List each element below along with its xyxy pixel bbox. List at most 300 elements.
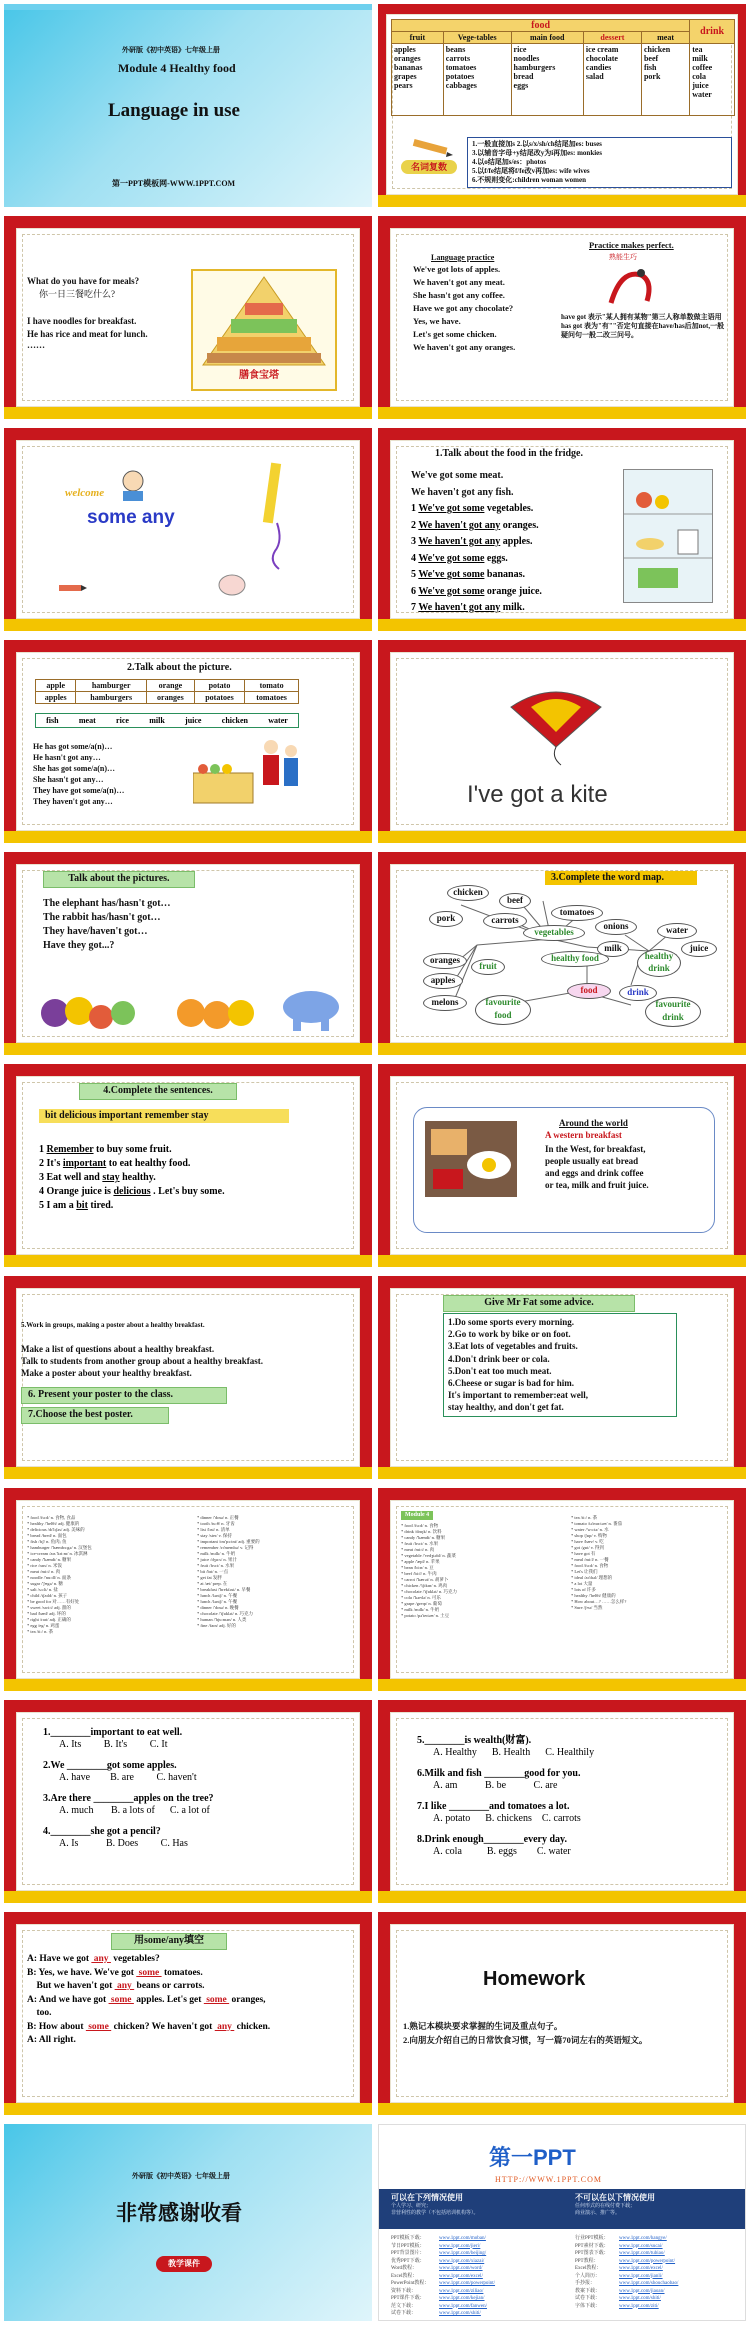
sentence-pre: 2 It's (39, 1158, 63, 1169)
list-item: stay healthy, and don't get fat. (448, 1402, 564, 1413)
list-item: www.1ppt.com/powerpoint/ (619, 2258, 676, 2264)
col-vegetables: Vege-tables (443, 32, 511, 44)
dialogue-text: apples. Let's get (133, 1994, 204, 2005)
quiz-options: A. have B. are C. haven't (59, 1772, 197, 1783)
list-item: beef (643, 54, 659, 63)
list-item: * shop /ʃɒp/ v. 购物 (571, 1533, 607, 1538)
word-cell: orange (146, 680, 194, 692)
slide-quiz-2 (378, 1700, 746, 1903)
sentence-post: . Let's buy some. (150, 1186, 225, 1197)
list-item: Have we got any chocolate? (413, 303, 514, 313)
sentence-answer: important (62, 1158, 107, 1169)
usage-banner (379, 2189, 745, 2229)
cell-main-food (511, 44, 583, 116)
link-labels-left (391, 2235, 429, 2318)
uncountable-word: chicken (221, 716, 248, 725)
list-item: * child /tʃaɪld/ n. 孩子 (27, 1593, 68, 1598)
advice-list (443, 1313, 677, 1417)
sentences-heading: 4.Complete the sentences. (79, 1083, 237, 1100)
list-item: rice (513, 45, 527, 54)
list-item: * dinner /'dɪnə/ n. 晚餐 (197, 1605, 239, 1610)
list-item: * have /hæv/ v. 吃 (571, 1539, 604, 1544)
list-item: PPT教程： (575, 2258, 599, 2264)
dialogue-text: chicken. (234, 2021, 271, 2032)
list-item: * ideal /aɪ'dɪəl/ 理想的 (571, 1575, 613, 1580)
link-urls-right[interactable] (619, 2235, 678, 2310)
vocab-list-1 (27, 1515, 92, 1635)
publisher-text: 外研版《初中英语》七年级上册 (122, 46, 220, 54)
slide-some-any-fill (4, 1912, 372, 2115)
list-item: * rice /raɪs/ n. 米饭 (27, 1563, 62, 1568)
around-sub: A western breakfast (545, 1130, 622, 1140)
sentence-item (39, 1185, 225, 1199)
word-pork: pork (429, 911, 463, 927)
word-cell: apples (36, 692, 76, 704)
fridge-item (411, 518, 542, 535)
uncountable-word: juice (185, 716, 202, 725)
list-item: * chicken /'tʃɪkɪn/ n. 鸡肉 (401, 1583, 448, 1588)
fridge-item (411, 584, 542, 601)
list-item: She has got some/a(n)… (33, 764, 116, 773)
dialogue-text: A: All right. (27, 2035, 76, 2045)
list-item: * fish /fɪʃ/ n. 鱼肉; 鱼 (27, 1539, 67, 1544)
poster-heading: 5.Work in groups, making a poster about a healthy breakfast. (21, 1321, 205, 1329)
list-item: eggs (513, 81, 529, 90)
link-labels-right (575, 2235, 609, 2310)
list-item: * bread /bred/ n. 面包 (27, 1533, 67, 1538)
list-item: We haven't got any meat. (413, 277, 505, 287)
dialogue-line (27, 1994, 270, 2008)
crayon-icon (257, 461, 297, 571)
dialogue-line (27, 1980, 270, 1994)
list-item: coffee (692, 63, 713, 72)
talk-pictures-lines (43, 897, 171, 953)
meals-question: What do you have for meals? (27, 276, 140, 286)
fill-answer: some (108, 1994, 134, 2005)
sentence-item (39, 1143, 225, 1157)
some-any-title: some any (87, 507, 175, 528)
plural-row (36, 692, 299, 704)
quiz-2-questions (417, 1735, 594, 1867)
slide-food-table (378, 4, 746, 207)
poster-lines (21, 1343, 263, 1379)
list-item: 节日PPT模板： (391, 2243, 425, 2249)
sentence-post: healthy. (119, 1172, 156, 1183)
word-oranges: oranges (423, 953, 467, 969)
list-item: * list /lɪst/ n. 清单 (197, 1527, 230, 1532)
list-item: www.1ppt.com/shiti/ (619, 2296, 661, 2301)
list-item: 教案下载： (575, 2288, 601, 2294)
list-item: * milk /mɪlk/ n. 牛奶 (197, 1551, 236, 1556)
item-answer: We've got some (418, 503, 485, 514)
food-header: food (392, 20, 690, 32)
fill-heading: 用some/any填空 (111, 1933, 227, 1950)
list-item: * food /fuːd/ n. 食物, 食品 (27, 1515, 76, 1520)
word-carrots: carrots (483, 913, 527, 929)
list-item: * sugar /'ʃʊgə/ n. 糖 (27, 1581, 63, 1586)
present-poster-box: 6. Present your poster to the class. (21, 1387, 227, 1404)
list-item: 字体下载： (575, 2303, 601, 2309)
practice-lines (413, 263, 515, 354)
list-item: 手抄报： (575, 2281, 596, 2286)
list-item: www.1ppt.com/hangye/ (619, 2236, 667, 2241)
word-milk: milk (597, 941, 629, 957)
list-item: 个人学习、研究； (391, 2204, 432, 2209)
quiz-options: A. much B. a lots of C. a lot of (59, 1805, 210, 1816)
quiz-question: 5.________is wealth(财富). (417, 1735, 532, 1746)
list-item: * delicious /dɪ'lɪʃəs/ adj. 美味的 (27, 1527, 85, 1532)
sentence-pre: 5 I am a (39, 1200, 77, 1211)
dialogue-text: A: And we have got (27, 1994, 109, 2005)
link-urls-left[interactable] (439, 2235, 495, 2318)
list-item: We've got lots of apples. (413, 264, 501, 274)
usage-forbidden-heading: 不可以在以下情况使用 (575, 2193, 655, 2202)
list-item: 6.Cheese or sugar is bad for him. (448, 1378, 575, 1389)
list-item: * get fat 发胖 (197, 1575, 222, 1580)
fill-answer: some (85, 2021, 112, 2032)
list-item: 1.熟记本模块要求掌握的生词及重点句子。 (403, 2021, 563, 2031)
plural-table (35, 679, 299, 704)
list-item: In the West, for breakfast, (545, 1144, 646, 1154)
fridge-line-1: We've got some meat. (411, 470, 504, 481)
shoppers-icon (193, 733, 303, 813)
word-water: water (657, 923, 697, 939)
col-main-food: main food (511, 32, 583, 44)
word-apples: apples (423, 973, 463, 989)
list-item: carrots (445, 54, 471, 63)
col-meat: meat (641, 32, 689, 44)
fill-answer: some (136, 1967, 162, 1978)
list-item: 试卷下载： (575, 2296, 601, 2301)
list-item: 优秀PPT下载： (391, 2258, 425, 2264)
word-tomatoes: tomatoes (551, 905, 603, 921)
list-item: www.1ppt.com/sucai/ (619, 2243, 663, 2249)
list-item: It's important to remember:eat well, (448, 1390, 589, 1401)
quiz-question: 7.I like ________and tomatoes a lot. (417, 1801, 570, 1812)
meals-question-cn: 你一日三餐吃什么? (39, 289, 115, 299)
kite-title: I've got a kite (467, 781, 608, 808)
dialogue-line (27, 1953, 270, 1967)
dialogue-text: too. (27, 2008, 52, 2018)
list-item: candies (585, 63, 612, 72)
list-item: * lots of 许多 (571, 1587, 596, 1592)
list-item: * healthy /'helθi/ adj. 健康的 (27, 1521, 80, 1526)
list-item: noodles (513, 54, 540, 63)
list-item: beans (445, 45, 466, 54)
quiz-question: 6.Milk and fish ________good for you. (417, 1768, 581, 1779)
drink-header: drink (690, 20, 735, 44)
word-cell: tomatoes (245, 692, 299, 704)
list-item: 范文下载： (391, 2303, 417, 2309)
list-item: www.1ppt.com/word/ (439, 2266, 483, 2271)
sentence-answer: bit (76, 1200, 88, 1211)
usage-allowed-list (391, 2203, 479, 2217)
ppt-logo: 第一PPT (489, 2145, 576, 2170)
list-item: * water /'wɔːtə/ n. 水 (571, 1527, 609, 1532)
item-rest: eggs. (484, 552, 508, 564)
dialogue-text: oranges, (229, 1994, 266, 2005)
list-item: Excel教程： (391, 2273, 418, 2279)
list-item: pears (394, 81, 413, 90)
sentence-pre: 1 (39, 1144, 47, 1155)
word-healthy-food: healthy food (541, 951, 609, 967)
fridge-line-2: We haven't got any fish. (411, 487, 514, 498)
list-item: www.1ppt.com/powerpoint/ (439, 2281, 496, 2286)
list-item: * important /ɪm'pɔːtnt/ adj. 重要的 (197, 1539, 260, 1544)
list-item: apples (394, 45, 416, 54)
fridge-item (411, 551, 542, 568)
list-item: www.1ppt.com/jieri/ (439, 2243, 481, 2249)
dialogue-text: tomatoes. (161, 1967, 203, 1978)
list-item: 2.Go to work by bike or on foot. (448, 1329, 571, 1340)
quiz-question: 1.________important to eat well. (43, 1727, 183, 1738)
list-item: www.1ppt.com/tubiao/ (619, 2251, 665, 2256)
choose-poster-box: 7.Choose the best poster. (21, 1407, 169, 1424)
word-favourite-food: favourite food (475, 995, 531, 1025)
list-item: Have they got...? (43, 940, 115, 951)
list-item: ice cream (585, 45, 619, 54)
list-item: * food /fuːd/ n. 食物 (571, 1563, 609, 1568)
list-item: PPT课件下载： (391, 2296, 425, 2301)
uncountable-word: water (268, 716, 288, 725)
list-item: * meat /miːt/ n. 肉 (401, 1547, 435, 1552)
quiz-options: A. cola B. eggs C. water (433, 1846, 571, 1857)
pyramid-caption: 膳食宝塔 (239, 370, 279, 381)
list-item: * candy /'kændi/ n. 糖果 (27, 1557, 72, 1562)
list-item: hamburgers (513, 63, 556, 72)
module-tag: Module 4 (401, 1511, 433, 1520)
fruits-icon (31, 983, 351, 1039)
plural-rules (467, 137, 732, 188)
list-item: * human /'hjuːmən/ n. 人类 (197, 1617, 247, 1622)
around-text (545, 1143, 649, 1191)
list-item: * tea /tiː/ n. 茶 (27, 1629, 54, 1634)
fridge-heading: 1.Talk about the food in the fridge. (435, 448, 583, 459)
dialogue-text: vegetables? (110, 1954, 160, 1964)
talk-heading: 2.Talk about the picture. (127, 662, 232, 673)
word-bank: bit delicious important remember stay (39, 1109, 289, 1123)
list-item: 任何形式的在线付费下载； (575, 2204, 636, 2209)
list-item: They haven't got any… (33, 797, 113, 806)
ppt-url: HTTP://WWW.1PPT.COM (495, 2175, 603, 2184)
slide-vocab-2 (378, 1488, 746, 1691)
slide-advice (378, 1276, 746, 1479)
slide-fridge (378, 428, 746, 631)
practice-heading: Language practice (431, 253, 495, 262)
item-answer: We've got some (418, 569, 485, 580)
list-item: 个人简历： (575, 2273, 601, 2279)
list-item: * be good for 对……有好处 (27, 1599, 80, 1604)
word-beef: beef (499, 893, 531, 909)
list-item: www.1ppt.com/excel/ (619, 2266, 663, 2271)
shopping-image (193, 733, 303, 813)
dialogue-text: chicken? We haven't got (111, 2021, 215, 2032)
module-title: Module 4 Healthy food (118, 61, 236, 75)
item-answer: We haven't got any (418, 536, 501, 547)
list-item: Yes, we have. (413, 316, 461, 326)
word-cell: oranges (146, 692, 194, 704)
dialogue-text: B: How about (27, 2021, 86, 2032)
list-item: She hasn't got any… (33, 775, 104, 784)
list-item: 非营利性的教学（不包括培训机构等）。 (391, 2211, 479, 2216)
list-item: bananas (394, 63, 423, 72)
quiz-options: A. Healthy B. Health C. Healthily (433, 1747, 595, 1758)
list-item: * right /raɪt/ adj. 正确的 (27, 1617, 71, 1622)
item-answer: We've got some (418, 552, 485, 564)
word-vegetables: vegetables (523, 925, 585, 941)
list-item: oranges (394, 54, 421, 63)
list-item: chicken (643, 45, 671, 54)
quiz-options: A. Is B. Does C. Has (59, 1838, 188, 1849)
word-food: food (567, 983, 611, 999)
list-item: * candy /'kændi/ n. 糖果 (401, 1535, 446, 1540)
cell-meat (641, 44, 689, 116)
list-item: www.1ppt.com/ziti/ (619, 2303, 659, 2309)
thanks-publisher: 外研版《初中英语》七年级上册 (132, 2172, 230, 2180)
courseware-badge: 教学课件 (156, 2256, 212, 2272)
list-item: milk (692, 54, 708, 63)
dialogue-text: A: Have we got (27, 1954, 92, 1964)
quiz-question: 4.________she got a pencil? (43, 1826, 161, 1837)
word-drink: drink (619, 985, 657, 1001)
dialogue-text: beans or carrots. (134, 1981, 205, 1991)
list-item: * potato /pə'teɪtəʊ/ n. 土豆 (401, 1613, 450, 1618)
item-number: 4 (411, 552, 419, 564)
list-item: water (692, 90, 712, 99)
list-item: They have/haven't got… (43, 926, 148, 937)
item-number: 5 (411, 569, 419, 580)
quiz-question: 8.Drink enough________every day. (417, 1834, 568, 1845)
pyramid-icon (195, 273, 333, 369)
fill-answer: any (91, 1954, 111, 1964)
meals-answer-2: He has rice and meat for lunch. (27, 329, 148, 339)
item-rest: milk. (500, 602, 525, 613)
item-rest: oranges. (500, 519, 539, 531)
slide-word-map (378, 852, 746, 1055)
list-item: * tooth /tuːθ/ n. 牙齿 (197, 1521, 235, 1526)
list-item: * noodle /'nuːdl/ n. 面条 (27, 1575, 71, 1580)
talk-lines (33, 741, 124, 807)
slide-talk-pictures (4, 852, 372, 1055)
slide-poster (4, 1276, 372, 1479)
singular-row (36, 680, 299, 692)
list-item: * stay /steɪ/ v. 保持 (197, 1533, 232, 1538)
vocab-list-3 (401, 1523, 457, 1619)
col-dessert: dessert (583, 32, 641, 44)
plural-badge: 名词复数 (401, 160, 457, 174)
item-rest: bananas. (484, 569, 525, 580)
list-item: We haven't got any oranges. (413, 342, 516, 352)
sentence-post: to eat healthy food. (106, 1158, 191, 1169)
item-rest: apples. (500, 536, 533, 547)
dialogue-line (27, 2007, 270, 2021)
sentence-item (39, 1157, 225, 1171)
list-item: Make a list of questions about a healthy breakfast. (21, 1344, 215, 1354)
cartoon-kid-icon (113, 467, 153, 503)
sentence-pre: 4 Orange juice is (39, 1186, 114, 1197)
fill-dialogue (27, 1953, 270, 2048)
list-item: 4.Don't drink beer or cola. (448, 1353, 550, 1364)
have-got-note: have got 表示"某人拥有某物"第三人称单数做主语用has got 表为"有""否定句直接在have/has后加not,一般疑问句一般二改三问号。 (561, 313, 725, 339)
sentence-post: tired. (87, 1200, 114, 1211)
list-item: cola (692, 72, 707, 81)
list-item: www.1ppt.com/shiti/ (439, 2311, 481, 2316)
list-item: grapes (394, 72, 417, 81)
food-pyramid (191, 269, 337, 391)
pig-icon (217, 569, 247, 597)
list-item: * have got 有 (571, 1551, 596, 1556)
cell-vegetables (443, 44, 511, 116)
list-item: PowerPoint教程： (391, 2281, 430, 2286)
word-healthy-drink: healthy drink (637, 949, 681, 977)
quiz-options: A. potato B. chickens C. carrots (433, 1813, 581, 1824)
perfect-text: Practice makes perfect. (589, 240, 674, 250)
fridge-item (411, 567, 542, 584)
list-item: * lunch /lʌntʃ/ n. 午餐 (197, 1593, 238, 1598)
word-onions: onions (595, 919, 637, 935)
lesson-title: Language in use (108, 100, 240, 121)
list-item: PPT模板下载： (391, 2236, 425, 2241)
item-number: 6 (411, 585, 419, 597)
dialogue-text: B: Yes, we have. We've got (27, 1967, 137, 1978)
list-item: 1.一般直接加s 2.以s/x/sh/ch结尾加es: buses (472, 140, 602, 148)
fill-answer: some (203, 1994, 230, 2005)
list-item: www.1ppt.com/jianli/ (619, 2273, 663, 2279)
around-heading: Around the world (559, 1118, 628, 1128)
slide-copyright (378, 2124, 746, 2321)
homework-title: Homework (483, 1968, 586, 1990)
word-cell: apple (36, 680, 76, 692)
list-item: potatoes (445, 72, 475, 81)
list-item: Talk to students from another group about a healthy breakfast. (21, 1356, 264, 1366)
list-item: * bit /bɪt/ n. 一点 (197, 1569, 229, 1574)
list-item: He hasn't got any… (33, 753, 101, 762)
uncountable-word: fish (46, 716, 59, 725)
word-chicken: chicken (447, 885, 489, 901)
homework-items (403, 2019, 647, 2047)
slide-language-practice (378, 216, 746, 419)
word-cell: potatoes (194, 692, 244, 704)
sentence-answer: delicious (113, 1186, 151, 1197)
list-item: www.1ppt.com/moban/ (439, 2236, 486, 2241)
list-item: * healthy /'helθi/ 健康的 (571, 1593, 616, 1598)
list-item: www.1ppt.com/ziliao/ (439, 2288, 484, 2294)
dialogue-line (27, 2021, 270, 2035)
list-item: The rabbit has/hasn't got… (43, 912, 161, 923)
vocab-list-2 (197, 1515, 260, 1629)
slide-title (4, 4, 372, 207)
word-cell: potato (194, 680, 244, 692)
vocab-list-4 (571, 1515, 626, 1611)
sentence-post: to buy some fruit. (93, 1144, 172, 1155)
list-item: 4.以o结尾加s/es：photos (472, 158, 547, 166)
list-item: * food /fuːd/ n. 食物 (401, 1523, 439, 1528)
list-item: pork (643, 72, 661, 81)
slide-homework (378, 1912, 746, 2115)
list-item: * apple /'æpl/ n. 苹果 (401, 1559, 440, 1564)
food-table (391, 19, 735, 116)
list-item: * chocolate /'tʃɒklət/ n. 巧克力 (197, 1611, 254, 1616)
welcome-text: welcome (65, 487, 105, 499)
kite-icon (501, 677, 611, 767)
slide-talk-picture (4, 640, 372, 843)
quiz-question: 3.Are there ________apples on the tree? (43, 1793, 214, 1804)
quiz-question: 2.We ________got some apples. (43, 1760, 177, 1771)
list-item: www.1ppt.com/beijing/ (439, 2251, 487, 2256)
list-item: * How about…? ……怎么样? (571, 1599, 627, 1604)
list-item: * tea /tiː/ n. 茶 (571, 1515, 598, 1520)
list-item: * ice-cream /aɪs 'kriːm/ n. 冰淇淋 (27, 1551, 88, 1556)
